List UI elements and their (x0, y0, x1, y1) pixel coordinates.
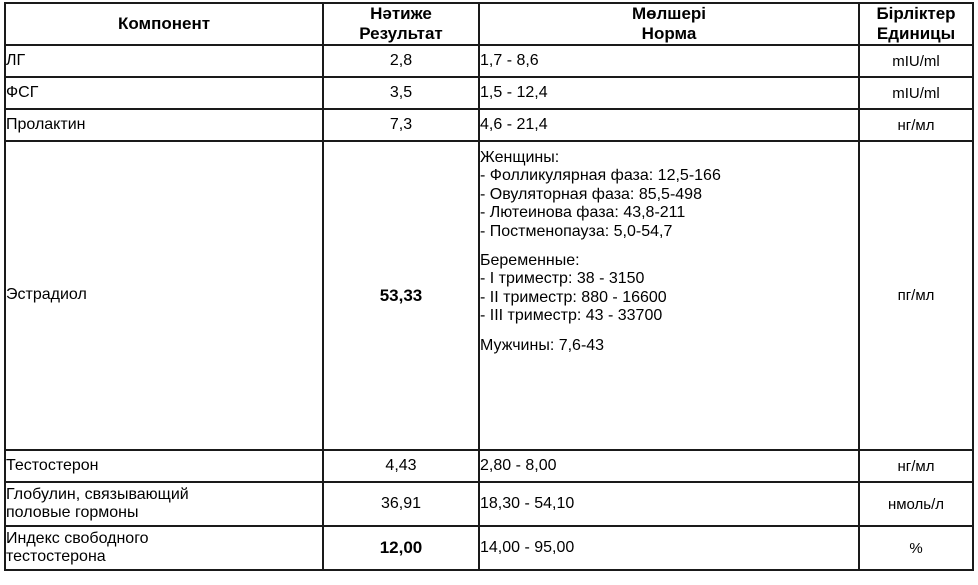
norm-line: - Фолликулярная фаза: 12,5-166 (480, 167, 721, 185)
norm-line: 2,80 - 8,00 (480, 456, 557, 474)
column-header-result (323, 3, 479, 45)
table-header (5, 3, 973, 45)
cell-component (5, 482, 323, 526)
component-label: Индекс свободного (6, 529, 149, 547)
norm-line: 18,30 - 54,10 (480, 494, 575, 512)
cell-norm (479, 45, 859, 77)
cell-norm (479, 526, 859, 570)
norm-line: Мужчины: 7,6-43 (480, 336, 605, 354)
table-row (5, 77, 973, 109)
cell-result: 2,8 (323, 45, 479, 77)
component-label: Глобулин, связывающий (6, 485, 189, 503)
cell-norm (479, 77, 859, 109)
component-label-line-2: тестостерона (6, 548, 106, 566)
column-header-component (5, 3, 323, 45)
norm-line: 14,00 - 95,00 (480, 538, 575, 556)
table-header-row (5, 3, 973, 45)
table-row (5, 141, 973, 450)
table-row (5, 526, 973, 570)
norm-line: - Лютеинова фаза: 43,8-211 (480, 204, 686, 222)
column-header-norm-line-2: Норма (641, 24, 697, 44)
column-header-component-line-1: Компонент (117, 14, 211, 34)
cell-norm (479, 482, 859, 526)
component-label: ФСГ (6, 83, 39, 101)
cell-norm (479, 450, 859, 482)
norm-spacer (480, 326, 858, 337)
lab-results-table (4, 2, 974, 571)
column-header-norm (479, 3, 859, 45)
cell-unit: % (859, 526, 973, 570)
cell-component (5, 77, 323, 109)
component-label: ЛГ (6, 51, 26, 69)
table-row (5, 482, 973, 526)
column-header-units-line-2: Единицы (876, 24, 956, 44)
component-label: Тестостерон (6, 456, 99, 474)
norm-line: - II триместр: 880 - 16600 (480, 288, 667, 306)
lab-report-sheet (0, 2, 978, 585)
cell-unit: нг/мл (859, 450, 973, 482)
norm-line: - III триместр: 43 - 33700 (480, 307, 663, 325)
cell-result: 36,91 (323, 482, 479, 526)
norm-line: 4,6 - 21,4 (480, 115, 548, 133)
norm-spacer (480, 241, 858, 252)
cell-component (5, 109, 323, 141)
cell-result: 3,5 (323, 77, 479, 109)
cell-result: 12,00 (323, 526, 479, 570)
norm-line: Женщины: (480, 149, 560, 167)
norm-line: Беременные: (480, 252, 580, 270)
cell-result: 53,33 (323, 141, 479, 450)
table-row (5, 109, 973, 141)
component-label: Пролактин (6, 115, 86, 133)
norm-line: - I триместр: 38 - 3150 (480, 270, 645, 288)
cell-unit: mIU/ml (859, 77, 973, 109)
column-header-result-line-2: Результат (359, 24, 443, 44)
cell-component (5, 45, 323, 77)
component-label-line-2: половые гормоны (6, 504, 139, 522)
cell-unit: нг/мл (859, 109, 973, 141)
column-header-units-line-1: Бірліктер (876, 4, 956, 23)
norm-line: 1,5 - 12,4 (480, 83, 548, 101)
column-header-result-line-1: Нәтиже (370, 4, 432, 23)
cell-norm (479, 109, 859, 141)
norm-line: 1,7 - 8,6 (480, 51, 539, 69)
cell-result: 4,43 (323, 450, 479, 482)
cell-component (5, 141, 323, 450)
cell-unit: пг/мл (859, 141, 973, 450)
column-header-norm-line-1: Мөлшері (631, 4, 707, 23)
cell-component (5, 450, 323, 482)
table-row (5, 45, 973, 77)
cell-unit: mIU/ml (859, 45, 973, 77)
table-row (5, 450, 973, 482)
component-label: Эстрадиол (6, 286, 87, 304)
cell-component (5, 526, 323, 570)
norm-line: - Постменопауза: 5,0-54,7 (480, 222, 673, 240)
cell-result: 7,3 (323, 109, 479, 141)
column-header-units (859, 3, 973, 45)
norm-line: - Овуляторная фаза: 85,5-498 (480, 185, 702, 203)
table-body (5, 45, 973, 570)
cell-unit: нмоль/л (859, 482, 973, 526)
cell-norm (479, 141, 859, 450)
